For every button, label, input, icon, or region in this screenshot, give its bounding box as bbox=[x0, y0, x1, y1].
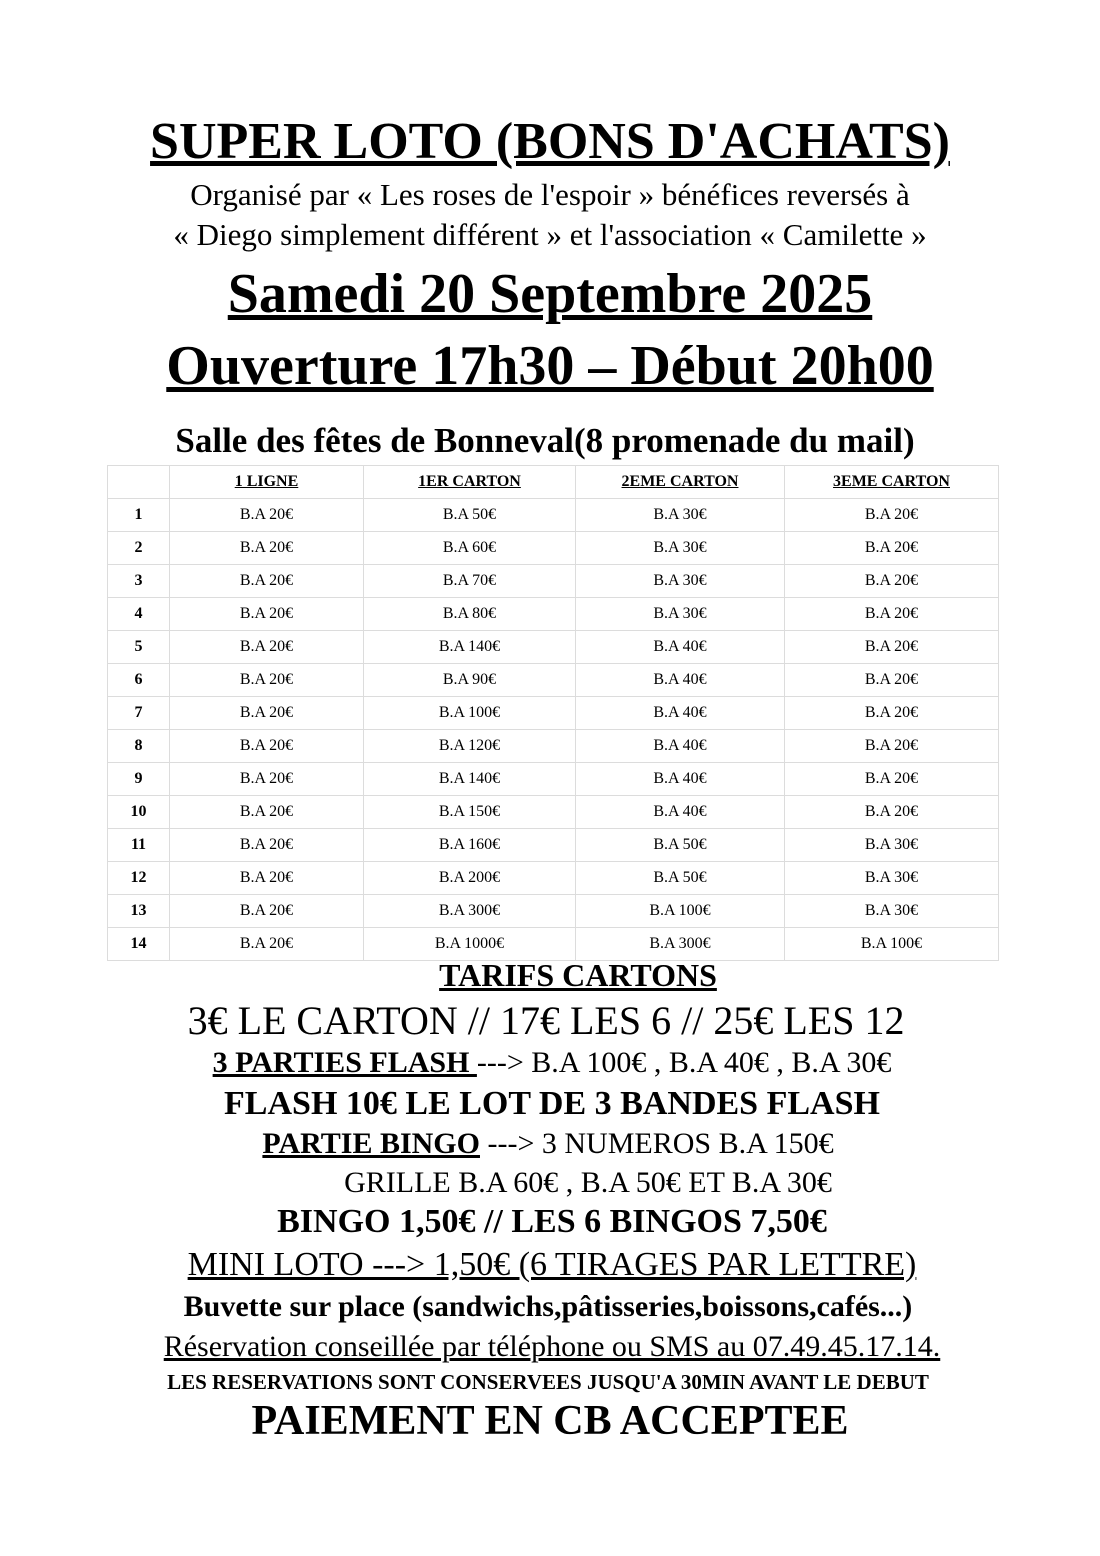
cell-1-ligne: B.A 20€ bbox=[170, 631, 364, 664]
cell-2eme-carton: B.A 30€ bbox=[576, 598, 785, 631]
cell-1-ligne: B.A 20€ bbox=[170, 928, 364, 961]
cell-2eme-carton: B.A 40€ bbox=[576, 763, 785, 796]
cell-1er-carton: B.A 160€ bbox=[364, 829, 576, 862]
header-cell-2eme-carton: 2EME CARTON bbox=[576, 466, 785, 499]
cell-1-ligne: B.A 20€ bbox=[170, 532, 364, 565]
bingo-price: BINGO 1,50€ // LES 6 BINGOS 7,50€ bbox=[277, 1203, 827, 1240]
bingo-game-line bbox=[0, 1125, 1096, 1163]
flash-price: FLASH 10€ LE LOT DE 3 BANDES FLASH bbox=[224, 1085, 880, 1122]
cell-1-ligne: B.A 20€ bbox=[170, 862, 364, 895]
event-times: Ouverture 17h30 – Début 20h00 bbox=[166, 335, 934, 397]
cell-2eme-carton: B.A 30€ bbox=[576, 499, 785, 532]
header-cell-3eme-carton: 3EME CARTON bbox=[785, 466, 999, 499]
cell-2eme-carton: B.A 50€ bbox=[576, 829, 785, 862]
cell-game-number: 3 bbox=[108, 565, 170, 598]
cell-2eme-carton: B.A 30€ bbox=[576, 532, 785, 565]
grille-prizes: GRILLE B.A 60€ , B.A 50€ ET B.A 30€ bbox=[344, 1166, 832, 1199]
cell-game-number: 9 bbox=[108, 763, 170, 796]
cell-game-number: 14 bbox=[108, 928, 170, 961]
table-row bbox=[108, 631, 999, 664]
header-cell-number bbox=[108, 466, 170, 499]
table-row bbox=[108, 862, 999, 895]
cell-1-ligne: B.A 20€ bbox=[170, 664, 364, 697]
cell-2eme-carton: B.A 40€ bbox=[576, 730, 785, 763]
tarifs-title: TARIFS CARTONS bbox=[439, 957, 717, 993]
cell-2eme-carton: B.A 100€ bbox=[576, 895, 785, 928]
prize-table bbox=[107, 465, 999, 961]
cell-game-number: 1 bbox=[108, 499, 170, 532]
organizer-line-2: « Diego simplement différent » et l'association « Camilette » bbox=[173, 217, 927, 252]
cell-3eme-carton: B.A 20€ bbox=[785, 532, 999, 565]
buvette-line: Buvette sur place (sandwichs,pâtisseries,boissons,cafés...) bbox=[183, 1290, 913, 1323]
cell-3eme-carton: B.A 20€ bbox=[785, 796, 999, 829]
cell-3eme-carton: B.A 20€ bbox=[785, 763, 999, 796]
cell-2eme-carton: B.A 50€ bbox=[576, 862, 785, 895]
carton-prices: 3€ LE CARTON // 17€ LES 6 // 25€ LES 12 bbox=[187, 998, 905, 1043]
table-row bbox=[108, 499, 999, 532]
cell-3eme-carton: B.A 20€ bbox=[785, 631, 999, 664]
flash-games-label: 3 PARTIES FLASH bbox=[212, 1046, 477, 1079]
cell-1-ligne: B.A 20€ bbox=[170, 895, 364, 928]
mini-loto-line: MINI LOTO ---> 1,50€ (6 TIRAGES PAR LETTRE) bbox=[187, 1246, 917, 1283]
bingo-game-label: PARTIE BINGO bbox=[262, 1127, 480, 1160]
cell-2eme-carton: B.A 40€ bbox=[576, 631, 785, 664]
table-row bbox=[108, 829, 999, 862]
event-venue: Salle des fêtes de Bonneval(8 promenade du mail) bbox=[175, 421, 915, 460]
flash-games-line bbox=[0, 1044, 1100, 1082]
table-row bbox=[108, 796, 999, 829]
event-date: Samedi 20 Septembre 2025 bbox=[227, 263, 873, 325]
organizer-line-1: Organisé par « Les roses de l'espoir » bénéfices reversés à bbox=[190, 177, 910, 212]
cell-game-number: 4 bbox=[108, 598, 170, 631]
cell-1er-carton: B.A 60€ bbox=[364, 532, 576, 565]
cell-1-ligne: B.A 20€ bbox=[170, 763, 364, 796]
table-row bbox=[108, 664, 999, 697]
cell-3eme-carton: B.A 20€ bbox=[785, 499, 999, 532]
header-cell-1-ligne: 1 LIGNE bbox=[170, 466, 364, 499]
cell-1-ligne: B.A 20€ bbox=[170, 565, 364, 598]
cell-1er-carton: B.A 70€ bbox=[364, 565, 576, 598]
cell-3eme-carton: B.A 30€ bbox=[785, 862, 999, 895]
cell-game-number: 6 bbox=[108, 664, 170, 697]
cell-1-ligne: B.A 20€ bbox=[170, 829, 364, 862]
cell-1er-carton: B.A 90€ bbox=[364, 664, 576, 697]
cell-1er-carton: B.A 1000€ bbox=[364, 928, 576, 961]
cell-1-ligne: B.A 20€ bbox=[170, 499, 364, 532]
poster-title: SUPER LOTO (BONS D'ACHATS) bbox=[150, 113, 950, 170]
cell-game-number: 8 bbox=[108, 730, 170, 763]
cell-game-number: 11 bbox=[108, 829, 170, 862]
cell-game-number: 13 bbox=[108, 895, 170, 928]
reservation-line: Réservation conseillée par téléphone ou SMS au 07.49.45.17.14. bbox=[163, 1330, 941, 1363]
flash-games-prizes: ---> B.A 100€ , B.A 40€ , B.A 30€ bbox=[476, 1046, 892, 1079]
cell-1er-carton: B.A 300€ bbox=[364, 895, 576, 928]
table-row bbox=[108, 565, 999, 598]
cell-game-number: 7 bbox=[108, 697, 170, 730]
header-cell-1er-carton: 1ER CARTON bbox=[364, 466, 576, 499]
cell-2eme-carton: B.A 300€ bbox=[576, 928, 785, 961]
cell-2eme-carton: B.A 30€ bbox=[576, 565, 785, 598]
table-row bbox=[108, 697, 999, 730]
cell-1er-carton: B.A 140€ bbox=[364, 763, 576, 796]
cell-3eme-carton: B.A 30€ bbox=[785, 895, 999, 928]
cell-2eme-carton: B.A 40€ bbox=[576, 796, 785, 829]
reservation-note: LES RESERVATIONS SONT CONSERVEES JUSQU'A 30MIN AVANT LE DEBUT bbox=[167, 1370, 929, 1394]
table-row bbox=[108, 763, 999, 796]
prize-table-body bbox=[108, 499, 999, 961]
bingo-game-prizes: ---> 3 NUMEROS B.A 150€ bbox=[479, 1127, 834, 1160]
payment-line: PAIEMENT EN CB ACCEPTEE bbox=[251, 1398, 849, 1444]
cell-game-number: 5 bbox=[108, 631, 170, 664]
cell-1er-carton: B.A 80€ bbox=[364, 598, 576, 631]
cell-1er-carton: B.A 120€ bbox=[364, 730, 576, 763]
cell-game-number: 2 bbox=[108, 532, 170, 565]
cell-1er-carton: B.A 200€ bbox=[364, 862, 576, 895]
cell-1-ligne: B.A 20€ bbox=[170, 598, 364, 631]
cell-1er-carton: B.A 100€ bbox=[364, 697, 576, 730]
prize-table-header-row bbox=[108, 466, 999, 499]
cell-1-ligne: B.A 20€ bbox=[170, 697, 364, 730]
cell-2eme-carton: B.A 40€ bbox=[576, 697, 785, 730]
table-row bbox=[108, 895, 999, 928]
cell-3eme-carton: B.A 20€ bbox=[785, 598, 999, 631]
table-row bbox=[108, 730, 999, 763]
table-row bbox=[108, 598, 999, 631]
cell-3eme-carton: B.A 30€ bbox=[785, 829, 999, 862]
cell-1-ligne: B.A 20€ bbox=[170, 730, 364, 763]
cell-1er-carton: B.A 140€ bbox=[364, 631, 576, 664]
cell-3eme-carton: B.A 20€ bbox=[785, 664, 999, 697]
cell-3eme-carton: B.A 20€ bbox=[785, 565, 999, 598]
cell-3eme-carton: B.A 20€ bbox=[785, 730, 999, 763]
cell-game-number: 10 bbox=[108, 796, 170, 829]
cell-1er-carton: B.A 50€ bbox=[364, 499, 576, 532]
cell-game-number: 12 bbox=[108, 862, 170, 895]
cell-1er-carton: B.A 150€ bbox=[364, 796, 576, 829]
cell-3eme-carton: B.A 100€ bbox=[785, 928, 999, 961]
cell-2eme-carton: B.A 40€ bbox=[576, 664, 785, 697]
cell-1-ligne: B.A 20€ bbox=[170, 796, 364, 829]
cell-3eme-carton: B.A 20€ bbox=[785, 697, 999, 730]
table-row bbox=[108, 532, 999, 565]
